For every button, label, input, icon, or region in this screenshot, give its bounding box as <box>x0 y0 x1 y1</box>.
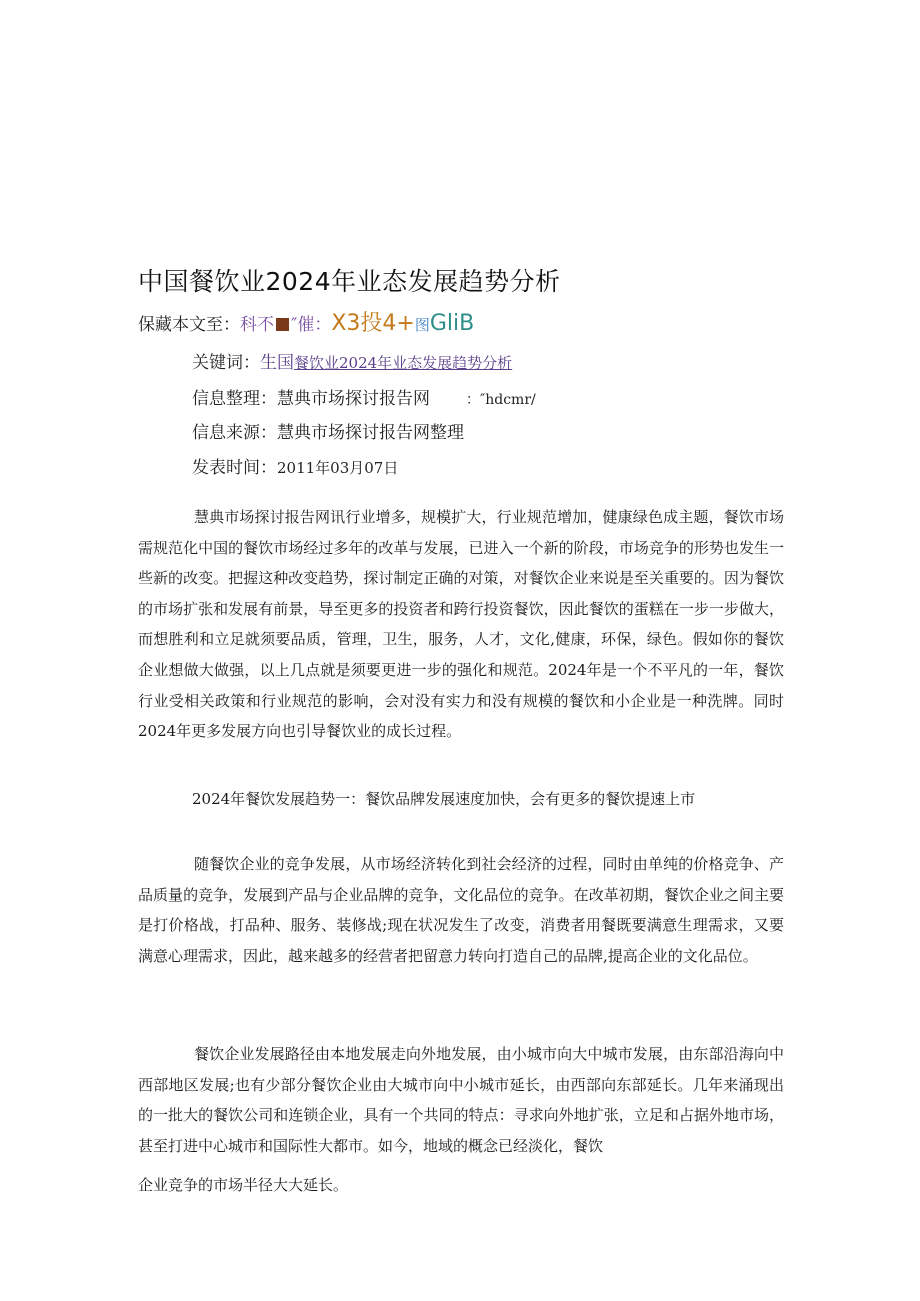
source-label: 信息来源： <box>192 423 277 443</box>
date-label: 发表时间： <box>192 458 277 478</box>
bookmark-garbled-a[interactable]: 科不 <box>240 315 274 335</box>
body-paragraph-1: 慧典市场探讨报告网讯行业增多，规模扩大，行业规范增加，健康绿色成主题，餐饮市场需规范化中国的餐饮市场经过多年的改革与发展，已进入一个新的阶段，市场竞争的形势也发生一些新的改变。把握这种改变趋势，探讨制定正确的对策，对餐饮企业来说是至关重要的。因为餐饮的市场扩张和发展有前景，导至更多的投资者和跨行投资餐饮，因此餐饮的蛋糕在一步一步做大，而想胜利和立足就须要品质，管理，卫生，服务，人才，文化,健康，环保，绿色。假如你的餐饮企业想做大做强，以上几点就是须要更进一步的强化和规范。2024年是一个不平凡的一年，餐饮行业受相关政策和行业规范的影响，会对没有实力和没有规模的餐饮和小企业是一种洗牌。同时2024年更多发展方向也引导餐饮业的成长过程。 <box>138 508 784 741</box>
keywords-prefix[interactable]: 生国 <box>260 353 294 373</box>
date-line <box>192 453 398 478</box>
source-line <box>192 418 464 443</box>
date-value: 2011年03月07日 <box>277 459 399 477</box>
trend-heading-1: 2024年餐饮发展趋势一：餐饮品牌发展速度加快，会有更多的餐饮提速上市 <box>192 790 696 808</box>
bookmark-garbled-d[interactable]: 图 <box>414 316 430 334</box>
organizer-label: 信息整理： <box>192 389 277 409</box>
document-title: 中国餐饮业2024年业态发展趋势分析 <box>138 267 561 296</box>
organizer-line <box>192 384 536 409</box>
source-value: 慧典市场探讨报告网整理 <box>277 423 464 443</box>
organizer-url[interactable]: ：″hdcmr/ <box>466 392 536 408</box>
organizer-value: 慧典市场探讨报告网 <box>277 389 430 409</box>
body-paragraph-2: 随餐饮企业的竞争发展，从市场经济转化到社会经济的过程，同时由单纯的价格竞争、产品质量的竞争，发展到产品与企业品牌的竞争，文化品位的竞争。在改革初期，餐饮企业之间主要是打价格战，打品种、服务、装修战;现在状况发生了改变，消费者用餐既要满意生理需求，又要满意心理需求，因此，越来越多的经营者把留意力转向打造自己的品牌,提高企业的文化品位。 <box>138 855 784 965</box>
keywords-label: 关键词： <box>192 353 260 373</box>
bookmark-garbled-b[interactable]: ″催： <box>291 315 332 335</box>
keywords-link[interactable]: 餐饮业2024年业态发展趋势分析 <box>294 354 513 372</box>
bookmark-line <box>138 306 474 337</box>
bookmark-garbled-c[interactable]: X3投4+ <box>331 311 415 336</box>
body-paragraph-3-tail: 企业竞争的市场半径大大延长。 <box>138 1176 349 1194</box>
keywords-line <box>192 348 512 373</box>
bookmark-garbled-e[interactable]: GliB <box>429 311 475 336</box>
bookmark-square-icon[interactable] <box>274 315 291 335</box>
body-paragraph-3: 餐饮企业发展路径由本地发展走向外地发展，由小城市向大中城市发展，由东部沿海向中西部地区发展;也有少部分餐饮企业由大城市向中小城市延长，由西部向东部延长。几年来涌现出的一批大的餐饮公司和连锁企业，具有一个共同的特点：寻求向外地扩张，立足和占据外地市场，甚至打进中心城市和国际性大都市。如今，地域的概念已经淡化，餐饮 <box>138 1045 784 1155</box>
bookmark-label: 保藏本文至： <box>138 315 240 335</box>
